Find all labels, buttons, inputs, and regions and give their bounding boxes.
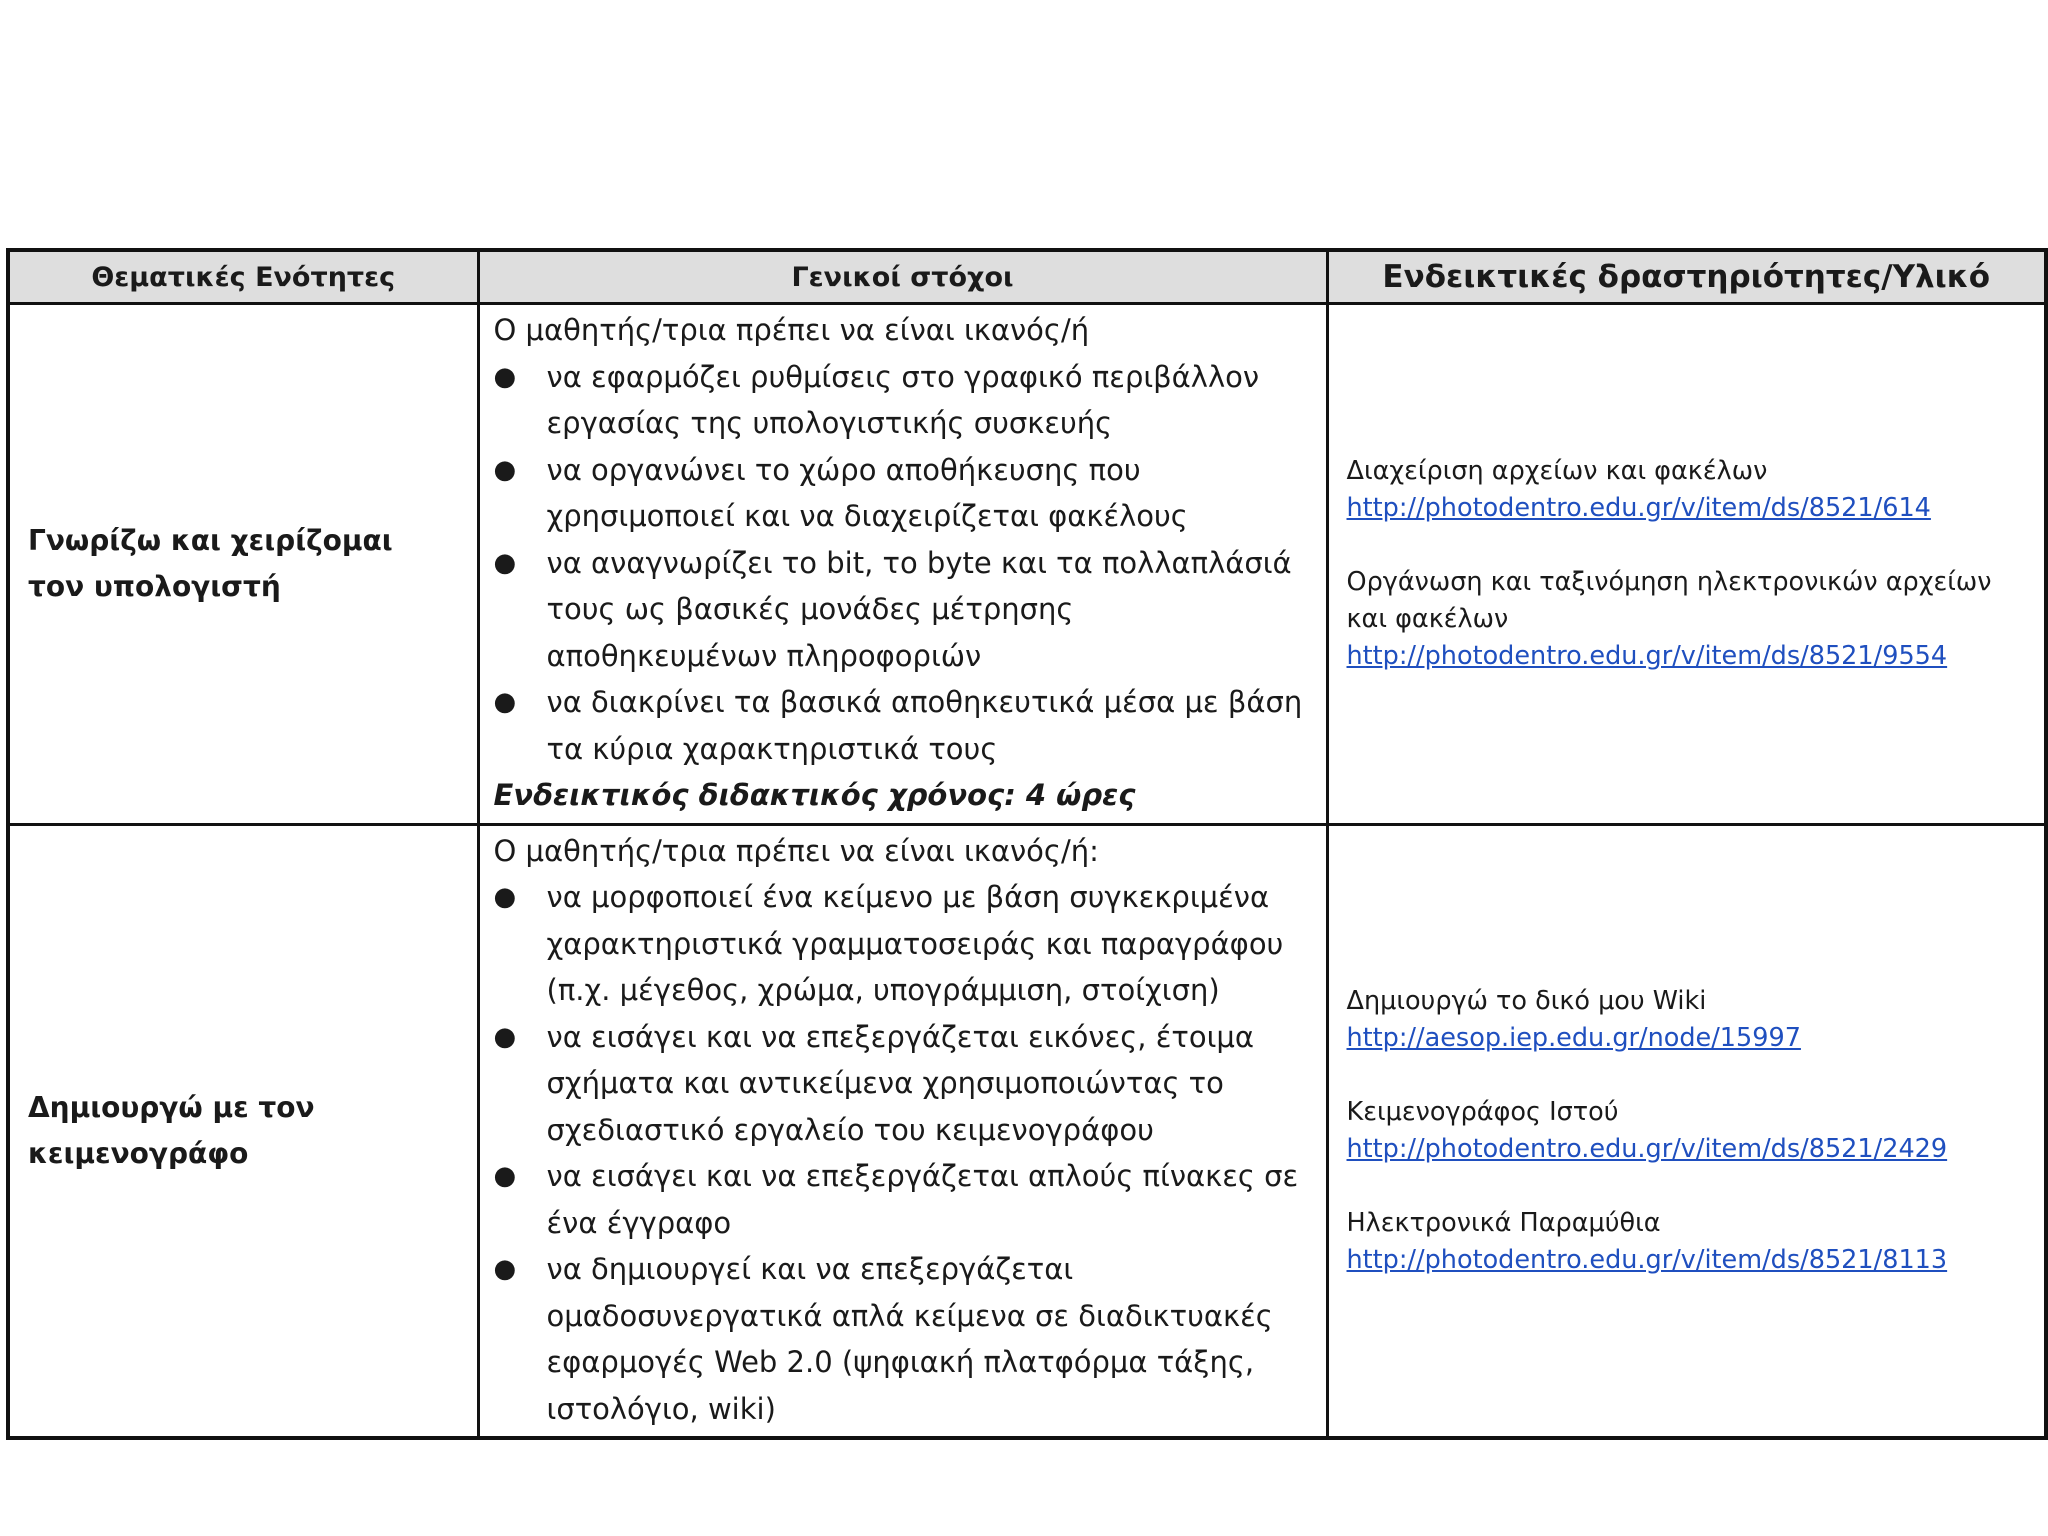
goal-text: να διακρίνει τα βασικά αποθηκευτικά μέσα με βάση τα κύρια χαρακτηριστικά τους	[546, 685, 1303, 766]
goals-intro: Ο μαθητής/τρια πρέπει να είναι ικανός/ή:	[493, 833, 1099, 868]
resource-item	[1347, 564, 2027, 675]
bullet-icon: ●	[493, 1161, 517, 1191]
bullet-icon: ●	[493, 361, 517, 392]
resources-cell	[1327, 304, 2046, 825]
bullet-icon: ●	[493, 687, 517, 717]
header-thematic-units: Θεματικές Ενότητες	[8, 250, 478, 304]
resources-cell	[1327, 824, 2046, 1438]
goals-list	[494, 354, 1312, 773]
goal-text: να αναγνωρίζει το bit, το byte και τα πολλαπλάσιά τους ως βασικές μονάδες μέτρησης αποθηκευμένων πληροφοριών	[546, 545, 1292, 673]
resource-title: Κειμενογράφος Ιστού	[1346, 1096, 1619, 1127]
bullet-icon: ●	[493, 547, 517, 578]
goal-text: να οργανώνει το χώρο αποθήκευσης που χρησιμοποιεί και να διαχειρίζεται φακέλους	[546, 452, 1188, 533]
list-item	[494, 874, 1312, 1014]
list-item	[494, 354, 1312, 447]
resource-title: Δημιουργώ το δικό μου Wiki	[1346, 985, 1707, 1016]
resource-title: Οργάνωση και ταξινόμηση ηλεκτρονικών αρχείων και φακέλων	[1346, 566, 1992, 634]
goals-cell	[478, 304, 1327, 825]
list-item	[494, 540, 1312, 680]
table-header-row	[8, 250, 2046, 304]
resource-link[interactable]: http://photodentro.edu.gr/v/item/ds/8521/614	[1346, 492, 1931, 523]
topic-cell: Γνωρίζω και χειρίζομαι τον υπολογιστή	[8, 304, 478, 825]
goal-text: να δημιουργεί και να επεξεργάζεται ομαδοσυνεργατικά απλά κείμενα σε διαδικτυακές εφαρμογές Web 2.0 (ψηφιακή πλατφόρμα τάξης, ιστολόγιο, wiki)	[546, 1252, 1273, 1426]
goal-text: να εισάγει και να επεξεργάζεται εικόνες, έτοιμα σχήματα και αντικείμενα χρησιμοποιώντας το σχεδιαστικό εργαλείο του κειμενογράφου	[546, 1019, 1254, 1147]
resource-item	[1347, 1094, 2027, 1168]
teaching-time: Ενδεικτικός διδακτικός χρόνος: 4 ώρες	[493, 778, 1136, 812]
resource-item	[1347, 1205, 2027, 1279]
resource-item	[1347, 983, 2027, 1057]
list-item	[494, 679, 1312, 772]
table-row	[8, 824, 2046, 1438]
resource-title: Ηλεκτρονικά Παραμύθια	[1346, 1207, 1661, 1238]
bullet-icon: ●	[493, 1021, 517, 1052]
resource-link[interactable]: http://photodentro.edu.gr/v/item/ds/8521/2429	[1346, 1133, 1948, 1164]
resource-item	[1347, 453, 2027, 527]
goals-intro: Ο μαθητής/τρια πρέπει να είναι ικανός/ή	[493, 313, 1090, 347]
curriculum-table	[6, 248, 2048, 1440]
resource-title: Διαχείριση αρχείων και φακέλων	[1346, 455, 1768, 486]
list-item	[494, 1014, 1312, 1154]
list-item	[494, 447, 1312, 540]
bullet-icon: ●	[493, 1254, 517, 1284]
header-activities-material: Ενδεικτικές δραστηριότητες/Υλικό	[1327, 250, 2046, 304]
list-item	[494, 1153, 1312, 1246]
goal-text: να εισάγει και να επεξεργάζεται απλούς πίνακες σε ένα έγγραφο	[546, 1159, 1299, 1240]
goals-list	[494, 874, 1312, 1432]
topic-cell: Δημιουργώ με τον κειμενογράφο	[8, 824, 478, 1438]
goal-text: να μορφοποιεί ένα κείμενο με βάση συγκεκριμένα χαρακτηριστικά γραμματοσειράς και παραγράφου (π.χ. μέγεθος, χρώμα, υπογράμμιση, στοίχιση)	[546, 880, 1284, 1007]
bullet-icon: ●	[493, 882, 517, 912]
resource-link[interactable]: http://photodentro.edu.gr/v/item/ds/8521/9554	[1346, 640, 1948, 671]
goals-cell	[478, 824, 1327, 1438]
bullet-icon: ●	[493, 454, 517, 485]
resource-link[interactable]: http://aesop.iep.edu.gr/node/15997	[1346, 1022, 1801, 1053]
table-row	[8, 304, 2046, 825]
header-general-goals: Γενικοί στόχοι	[478, 250, 1327, 304]
goal-text: να εφαρμόζει ρυθμίσεις στο γραφικό περιβάλλον εργασίας της υπολογιστικής συσκευής	[546, 359, 1260, 440]
list-item	[494, 1246, 1312, 1432]
resource-link[interactable]: http://photodentro.edu.gr/v/item/ds/8521/8113	[1346, 1244, 1948, 1275]
